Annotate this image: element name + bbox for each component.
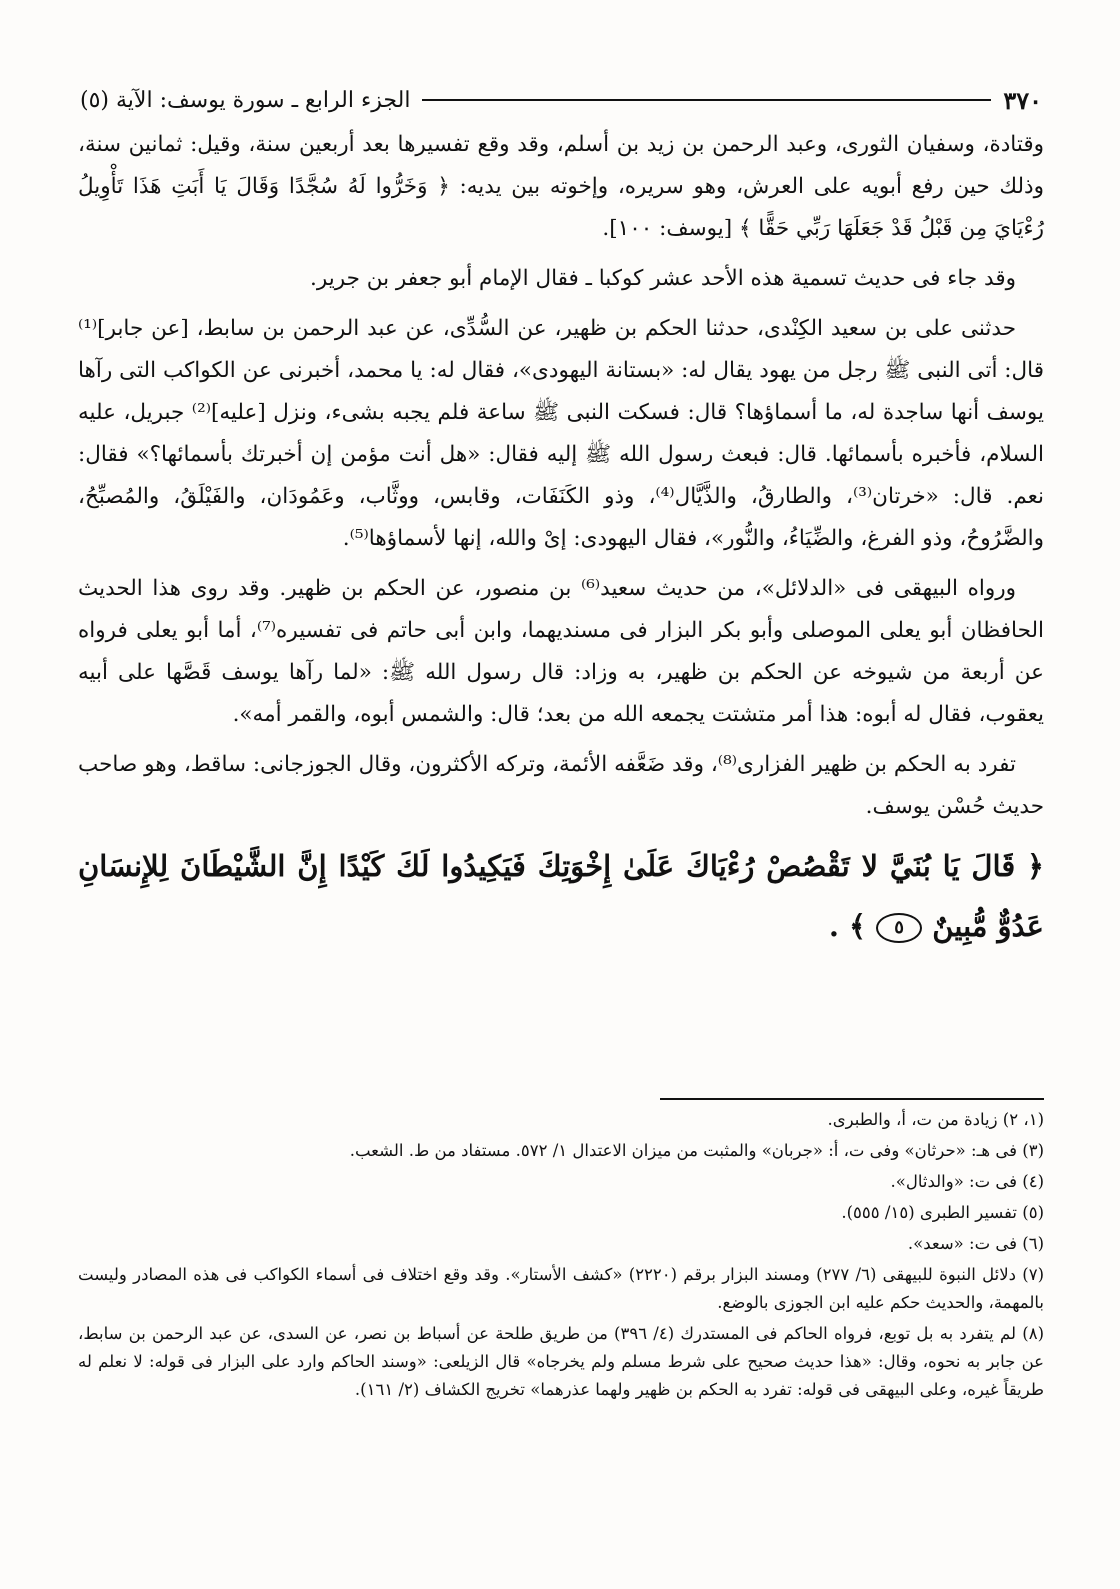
running-header (80, 82, 1042, 118)
page-number: ٣٧٠ (1003, 85, 1042, 115)
verse-text: ﴿ قَالَ يَا بُنَيَّ لا تَقْصُصْ رُءْيَاكَ عَلَىٰ إِخْوَتِكَ فَيَكِيدُوا لَكَ كَيْدًا إِنَّ الشَّيْطَانَ لِلإِنسَانِ عَدُوٌّ مُّبِينٌ (78, 849, 1044, 943)
paragraph: ورواه البيهقى فى «الدلائل»، من حديث سعيد⁽⁶⁾ بن منصور، عن الحكم بن ظهير. وقد روى هذا الحديث الحافظان أبو يعلى الموصلى وأبو بكر البزار فى مسنديهما، وابن أبى حاتم فى تفسيره⁽⁷⁾، أما أبو يعلى فرواه عن أربعة من شيوخه عن الحكم بن ظهير، به وزاد: قال رسول الله ﷺ: «لما رآها يوسف قَصَّها على أبيه يعقوب، فقال له أبوه: هذا أمر متشتت يجمعه الله من بعد؛ قال: والشمس أبوه، والقمر أمه». (78, 576, 1044, 727)
verse-closing: ﴾ . (828, 909, 867, 943)
footnote: (٤) فى ت: «والدثال». (890, 1172, 1044, 1191)
ayah-number-marker: ٥ (876, 913, 922, 943)
running-title: الجزء الرابع ـ سورة يوسف: الآية (٥) (80, 87, 411, 113)
quran-verse (78, 836, 1044, 956)
paragraph: وقد جاء فى حديث تسمية هذه الأحد عشر كوكبا ـ فقال الإمام أبو جعفر بن جرير. (310, 266, 1016, 291)
footnote: (٧) دلائل النبوة للبيهقى (٦/ ٢٧٧) ومسند البزار برقم (٢٢٢٠) «كشف الأستار». وقد وقع اختلاف فى أسماء الكواكب فى هذه المصادر وليست بالمهمة، والحديث حكم عليه ابن الجوزى بالوضع. (78, 1265, 1044, 1312)
footnote: (٦) فى ت: «سعد». (907, 1234, 1044, 1253)
paragraph: حدثنى على بن سعيد الكِنْدى، حدثنا الحكم بن ظهير، عن السُّدِّى، عن عبد الرحمن بن سابط، [عن جابر]⁽¹⁾ قال: أتى النبى ﷺ رجل من يهود يقال له: «بستانة اليهودى»، فقال له: يا محمد، أخبرنى عن الكواكب التى رآها يوسف أنها ساجدة له، ما أسماؤها؟ قال: فسكت النبى ﷺ ساعة فلم يجبه بشىء، ونزل [عليه]⁽²⁾ جبريل، عليه السلام، فأخبره بأسمائها. قال: فبعث رسول الله ﷺ إليه فقال: «هل أنت مؤمن إن أخبرتك بأسمائها؟» فقال: نعم. قال: «خرتان⁽³⁾، والطارقُ، والذَّيَّال⁽⁴⁾، وذو الكَنَفَات، وقابس، ووثَّاب، وعَمُودَان، والفَيْلَقُ، والمُصبِّحُ، والضَّرُوحُ، وذو الفرغ، والضِّيَاءُ، والنُّور»، فقال اليهودى: إىْ والله، إنها لأسماؤها⁽⁵⁾. (78, 316, 1044, 551)
footnote: (٥) تفسير الطبرى (١٥/ ٥٥٥). (841, 1203, 1044, 1222)
footnote: (٨) لم يتفرد به بل توبع، فرواه الحاكم فى المستدرك (٤/ ٣٩٦) من طريق طلحة عن أسباط بن نصر، عن السدى، عن عبد الرحمن بن سابط، عن جابر به نحوه، وقال: «هذا حديث صحيح على شرط مسلم ولم يخرجاه» قال الزيلعى: «وسند الحاكم وارد على البزار فى قوله: لا نعلم له طريقاً غيره، وعلى البيهقى فى قوله: تفرد به الحكم بن ظهير ولهما عذرهما» تخريج الكشاف (٢/ ١٦١). (78, 1324, 1044, 1399)
footnote: (٣) فى هـ: «حرثان» وفى ت، أ: «جربان» والمثبت من ميزان الاعتدال ١/ ٥٧٢. مستفاد من ط. الشعب. (349, 1141, 1044, 1160)
paragraph: وقتادة، وسفيان الثورى، وعبد الرحمن بن زيد بن أسلم، وقد وقع تفسيرها بعد أربعين سنة، وقيل: ثمانين سنة، وذلك حين رفع أبويه على العرش، وهو سريره، وإخوته بين يديه: ﴿ وَخَرُّوا لَهُ سُجَّدًا وَقَالَ يَا أَبَتِ هَذَا تَأْوِيلُ رُءْيَايَ مِن قَبْلُ قَدْ جَعَلَهَا رَبِّي حَقًّا ﴾ [يوسف: ١٠٠]. (78, 132, 1044, 241)
header-rule (422, 99, 991, 101)
footnote: (١، ٢) زيادة من ت، أ، والطبرى. (827, 1110, 1044, 1129)
paragraph: تفرد به الحكم بن ظهير الفزارى⁽⁸⁾، وقد ضَعَّفه الأئمة، وتركه الأكثرون، وقال الجوزجانى: ساقط، وهو صاحب حديث حُسْن يوسف. (78, 752, 1044, 819)
footnotes (78, 1106, 1044, 1407)
main-text (78, 124, 1044, 956)
footnote-separator (660, 1098, 1044, 1100)
